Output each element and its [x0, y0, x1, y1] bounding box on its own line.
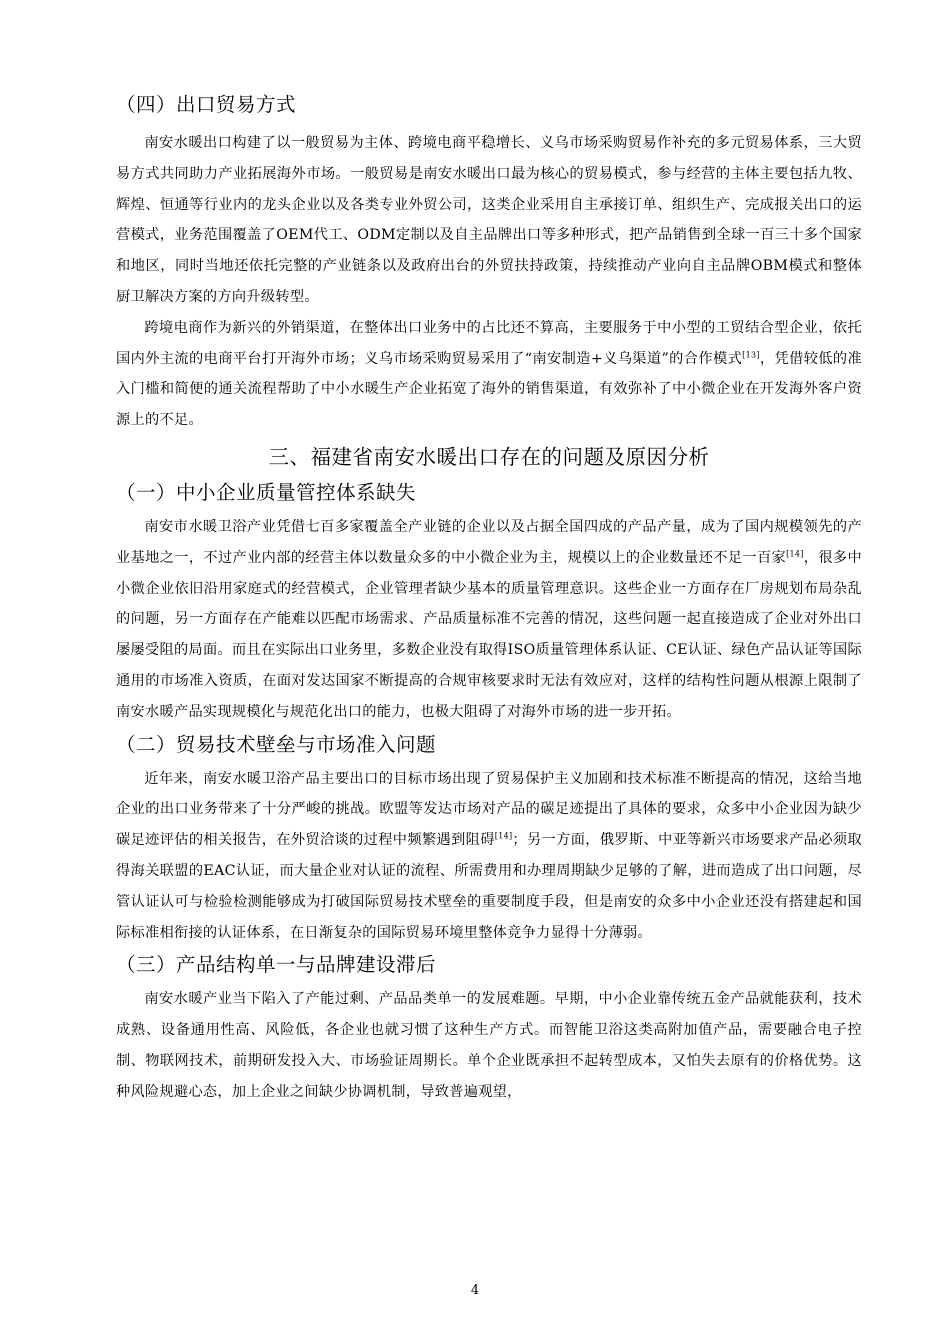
paragraph-text: ，凭借较低的准入门槛和简便的通关流程帮助了中小水暖生产企业拓宽了海外的销售渠道，有效弥补了中小微企业在开发海外客户资源上的不足。: [116, 350, 862, 429]
section-four-paragraph-1: 南安水暖出口构建了以一般贸易为主体、跨境电商平稳增长、义乌市场采购贸易作补充的多元贸易体系，三大贸易方式共同助力产业拓展海外市场。一般贸易是南安水暖出口最为核心的贸易模式，参与经营的主体主要包括九牧、辉煌、恒通等行业内的龙头企业以及各类专业外贸公司，这类企业采用自主承接订单、组织生产、完成报关出口的运营模式，业务范围覆盖了OEM代工、ODM定制以及自主品牌出口等多种形式，把产品销售到全球一百三十多个国家和地区，同时当地还依托完整的产业链条以及政府出台的外贸扶持政策，持续推动产业向自主品牌OBM模式和整体厨卫解决方案的方向升级转型。: [116, 135, 862, 305]
section-two-paragraph: [116, 764, 862, 949]
section-two-heading: （二）贸易技术壁垒与市场准入问题: [116, 732, 437, 756]
citation-ref: [13]: [742, 349, 760, 359]
paragraph-text: ，很多中小微企业依旧沿用家庭式的经营模式，企业管理者缺少基本的质量管理意识。这些企业一方面存在厂房规划布局杂乱的问题，另一方面存在产能难以匹配市场需求、产品质量标准不完善的情况，这些问题一起直接造成了企业对外出口屡屡受阻的局面。而且在实际出口业务里，多数企业没有取得ISO质量管理体系认证、CE认证、绿色产品认证等国际通用的市场准入资质，在面对发达国家不断提高的合规审核要求时无法有效应对，这样的结构性问题从根源上限制了南安水暖产品实现规模化与规范化出口的能力，也极大阻碍了对海外市场的进一步开拓。: [116, 549, 862, 720]
section-three-paragraph: 南安水暖产业当下陷入了产能过剩、产品品类单一的发展难题。早期，中小企业靠传统五金产品就能获利，技术成熟、设备通用性高、风险低，各企业也就习惯了这种生产方式。而智能卫浴这类高附加值产品，需要融合电子控制、物联网技术，前期研发投入大、市场验证周期长。单个企业既承担不起转型成本，又怕失去原有的价格优势。这种风险规避心态，加上企业之间缺少协调机制，导致普遍观望，: [116, 991, 862, 1100]
section-three-heading: （三）产品结构单一与品牌建设滞后: [116, 953, 437, 977]
page-content: [116, 88, 862, 1108]
section-one-heading: （一）中小企业质量管控体系缺失: [116, 480, 417, 504]
section-one-paragraph: [116, 512, 862, 728]
page-number: 4: [470, 1283, 480, 1298]
section-four-heading: （四）出口贸易方式: [116, 93, 297, 116]
paragraph-text: ；另一方面，俄罗斯、中亚等新兴市场要求产品必须取得海关联盟的EAC认证，而大量企业对认证的流程、所需费用和办理周期缺少足够的了解，进而造成了出口问题，尽管认证认可与检验检测能够成为打破国际贸易技术壁垒的重要制度手段，但是南安的众多中小企业还没有搭建起和国际标准相衔接的认证体系，在日渐复杂的国际贸易环境里整体竞争力显得十分薄弱。: [116, 832, 862, 941]
paragraph-text: 跨境电商作为新兴的外销渠道，在整体出口业务中的占比还不算高，主要服务于中小型的工贸结合型企业，依托国内外主流的电商平台打开海外市场；义乌市场采购贸易采用了“南安制造+义乌渠道”的合作模式: [116, 319, 862, 367]
section-four-paragraph-2: [116, 313, 862, 436]
chapter-three-heading: 三、福建省南安水暖出口存在的问题及原因分析: [268, 444, 710, 469]
citation-ref: [14]: [494, 831, 513, 841]
paragraph-text: 近年来，南安水暖卫浴产品主要出口的目标市场出现了贸易保护主义加剧和技术标准不断提高的情况，这给当地企业的出口业务带来了十分严峻的挑战。欧盟等发达市场对产品的碳足迹提出了具体的要求，众多中小企业因为缺少碳足迹评估的相关报告，在外贸洽谈的过程中频繁遇到阻碍: [116, 770, 862, 849]
paragraph-text: 南安市水暖卫浴产业凭借七百多家覆盖全产业链的企业以及占据全国四成的产品产量，成为了国内规模领先的产业基地之一，不过产业内部的经营主体以数量众多的中小微企业为主，规模以上的企业数量还不足一百家: [116, 518, 862, 566]
citation-ref: [14]: [786, 549, 804, 559]
